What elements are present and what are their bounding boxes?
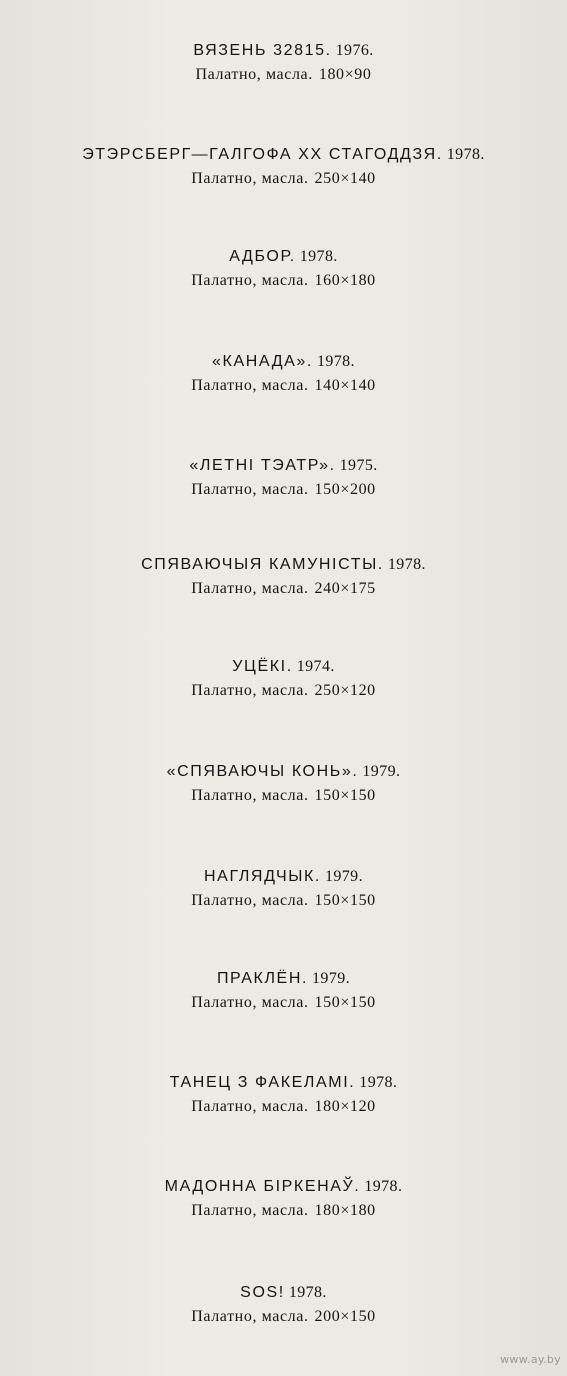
artwork-year: 1978. [446, 146, 485, 163]
artwork-title-line [0, 759, 567, 784]
artwork-medium: Палатно, масла. [191, 272, 309, 289]
artwork-dimensions: 150×200 [314, 481, 376, 498]
artwork-year: 1974. [296, 658, 335, 675]
artwork-title: СПЯВАЮЧЫЯ КАМУНІСТЫ. [141, 556, 384, 573]
artwork-title-line [0, 453, 567, 478]
artwork-year: 1979. [362, 763, 401, 780]
artwork-entry [0, 759, 567, 808]
artwork-title: SOS! [240, 1284, 285, 1301]
watermark: www.ay.by [500, 1353, 561, 1366]
artwork-year: 1978. [364, 1178, 403, 1195]
artwork-dimensions: 150×150 [314, 892, 376, 909]
artwork-medium-line [0, 374, 567, 398]
artwork-medium: Палатно, масла. [191, 580, 309, 597]
artwork-title-line [0, 966, 567, 991]
artwork-medium-line [0, 679, 567, 703]
artwork-entry [0, 38, 567, 87]
artwork-entry [0, 453, 567, 502]
artwork-year: 1978. [359, 1074, 398, 1091]
artwork-medium: Палатно, масла. [191, 1202, 309, 1219]
artwork-medium: Палатно, масла. [191, 787, 309, 804]
artwork-medium: Палатно, масла. [191, 682, 309, 699]
artwork-title: «КАНАДА». [212, 353, 313, 370]
artwork-title-line [0, 654, 567, 679]
artwork-entry [0, 1280, 567, 1329]
artwork-entry [0, 552, 567, 601]
artwork-title-line [0, 552, 567, 577]
artwork-year: 1978. [288, 1284, 327, 1301]
artwork-dimensions: 180×120 [314, 1098, 376, 1115]
artwork-year: 1979. [312, 970, 351, 987]
artwork-title: «ЛЕТНІ ТЭАТР». [189, 457, 336, 474]
artwork-title: МАДОННА БІРКЕНАЎ. [164, 1178, 361, 1195]
artwork-title-line [0, 38, 567, 63]
artwork-dimensions: 240×175 [314, 580, 376, 597]
artwork-title-line [0, 1070, 567, 1095]
artwork-dimensions: 150×150 [314, 994, 376, 1011]
artwork-entry [0, 1070, 567, 1119]
artwork-entry [0, 244, 567, 293]
artwork-medium: Палатно, масла. [191, 481, 309, 498]
artwork-medium-line [0, 1199, 567, 1223]
artwork-title: «СПЯВАЮЧЫ КОНЬ». [166, 763, 359, 780]
artwork-title-line [0, 1280, 567, 1305]
artwork-title: ЭТЭРСБЕРГ—ГАЛГОФА XX СТАГОДДЗЯ. [82, 146, 443, 163]
artwork-year: 1976. [335, 42, 374, 59]
artwork-entry [0, 1174, 567, 1223]
artwork-medium: Палатно, масла. [191, 1308, 309, 1325]
artwork-medium: Палатно, масла. [191, 994, 309, 1011]
artwork-dimensions: 200×150 [314, 1308, 376, 1325]
artwork-medium: Палатно, масла. [195, 66, 313, 83]
artwork-dimensions: 140×140 [314, 377, 376, 394]
artwork-year: 1975. [339, 457, 378, 474]
artwork-title: ТАНЕЦ З ФАКЕЛАМІ. [169, 1074, 356, 1091]
artwork-title-line [0, 1174, 567, 1199]
artwork-medium-line [0, 991, 567, 1015]
artwork-year: 1978. [316, 353, 355, 370]
artwork-medium-line [0, 889, 567, 913]
artwork-entry [0, 654, 567, 703]
artwork-medium-line [0, 1305, 567, 1329]
artwork-title-line [0, 349, 567, 374]
artwork-medium-line [0, 1095, 567, 1119]
artwork-dimensions: 160×180 [314, 272, 376, 289]
artwork-medium: Палатно, масла. [191, 377, 309, 394]
artwork-medium-line [0, 63, 567, 87]
artwork-dimensions: 150×150 [314, 787, 376, 804]
artwork-year: 1979. [324, 868, 363, 885]
artwork-dimensions: 250×120 [314, 682, 376, 699]
artwork-medium: Палатно, масла. [191, 1098, 309, 1115]
artwork-medium-line [0, 269, 567, 293]
artwork-entry [0, 966, 567, 1015]
artwork-title: УЦЁКІ. [232, 658, 293, 675]
artwork-title-line [0, 864, 567, 889]
artwork-medium: Палатно, масла. [191, 170, 309, 187]
artwork-entry [0, 864, 567, 913]
artwork-title: ПРАКЛЁН. [216, 970, 309, 987]
artwork-year: 1978. [299, 248, 338, 265]
artwork-title: АДБОР. [229, 248, 296, 265]
artwork-dimensions: 180×180 [314, 1202, 376, 1219]
artwork-title-line [0, 244, 567, 269]
artwork-medium-line [0, 577, 567, 601]
artwork-entry [0, 349, 567, 398]
artwork-dimensions: 180×90 [318, 66, 372, 83]
artwork-entry [0, 142, 567, 191]
artwork-dimensions: 250×140 [314, 170, 376, 187]
artwork-title: ВЯЗЕНЬ 32815. [193, 42, 332, 59]
artwork-title: НАГЛЯДЧЫК. [204, 868, 321, 885]
artwork-medium: Палатно, масла. [191, 892, 309, 909]
artwork-medium-line [0, 784, 567, 808]
artwork-title-line [0, 142, 567, 167]
artwork-year: 1978. [387, 556, 426, 573]
artwork-medium-line [0, 478, 567, 502]
artwork-medium-line [0, 167, 567, 191]
